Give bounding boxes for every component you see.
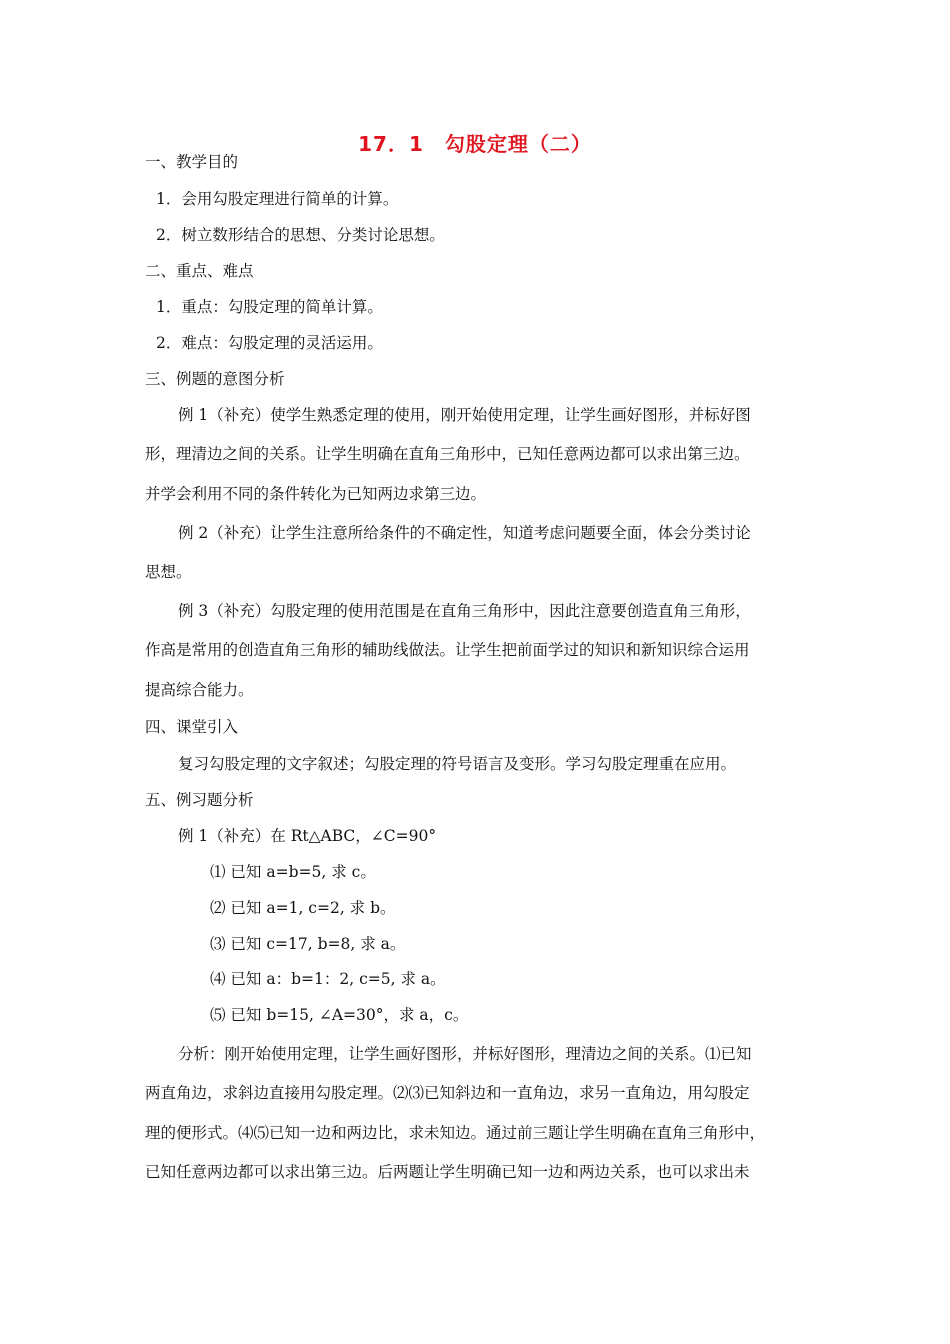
paragraph-line: 已知任意两边都可以求出第三边。后两题让学生明确已知一边和两边关系，也可以求出未 [145, 1163, 750, 1181]
section-heading-exercises: 五、例习题分析 [145, 791, 254, 809]
key-point-item: 1．重点：勾股定理的简单计算。 [156, 298, 383, 316]
paragraph-line: 两直角边，求斜边直接用勾股定理。⑵⑶已知斜边和一直角边，求另一直角边，用勾股定 [145, 1084, 750, 1102]
paragraph-line: 例 2（补充）让学生注意所给条件的不确定性，知道考虑问题要全面，体会分类讨论 [178, 524, 751, 542]
paragraph-line: 思想。 [145, 563, 192, 581]
exercise-item: ⑷ 已知 a：b=1：2, c=5, 求 a。 [210, 970, 446, 988]
paragraph-line: 例 1（补充）使学生熟悉定理的使用，刚开始使用定理，让学生画好图形，并标好图 [178, 406, 751, 424]
paragraph-line: 分析：刚开始使用定理，让学生画好图形，并标好图形，理清边之间的关系。⑴已知 [178, 1045, 752, 1063]
paragraph-line: 作高是常用的创造直角三角形的辅助线做法。让学生把前面学过的知识和新知识综合运用 [145, 641, 750, 659]
objective-item: 2．树立数形结合的思想、分类讨论思想。 [156, 226, 445, 244]
section-heading-objectives: 一、教学目的 [145, 153, 239, 171]
example-statement: 例 1（补充）在 Rt△ABC，∠C=90° [178, 827, 437, 845]
paragraph-line: 形，理清边之间的关系。让学生明确在直角三角形中，已知任意两边都可以求出第三边。 [145, 445, 750, 463]
paragraph-line: 并学会利用不同的条件转化为已知两边求第三边。 [145, 485, 487, 503]
paragraph-line: 理的便形式。⑷⑸已知一边和两边比，求未知边。通过前三题让学生明确在直角三角形中， [145, 1124, 766, 1142]
section-heading-key-points: 二、重点、难点 [145, 262, 254, 280]
exercise-item: ⑶ 已知 c=17, b=8, 求 a。 [210, 935, 406, 953]
section-heading-introduction: 四、课堂引入 [145, 718, 239, 736]
exercise-item: ⑴ 已知 a=b=5, 求 c。 [210, 863, 376, 881]
section-heading-example-intent: 三、例题的意图分析 [145, 370, 285, 388]
exercise-item: ⑵ 已知 a=1, c=2, 求 b。 [210, 899, 396, 917]
objective-item: 1．会用勾股定理进行简单的计算。 [156, 190, 399, 208]
paragraph-line: 提高综合能力。 [145, 681, 254, 699]
paragraph-line: 例 3（补充）勾股定理的使用范围是在直角三角形中，因此注意要创造直角三角形， [178, 602, 751, 620]
page-title: 17．1 勾股定理（二） [358, 132, 592, 156]
paragraph-line: 复习勾股定理的文字叙述；勾股定理的符号语言及变形。学习勾股定理重在应用。 [178, 755, 737, 773]
exercise-item: ⑸ 已知 b=15, ∠A=30°，求 a，c。 [210, 1006, 469, 1024]
key-point-item: 2．难点：勾股定理的灵活运用。 [156, 334, 383, 352]
